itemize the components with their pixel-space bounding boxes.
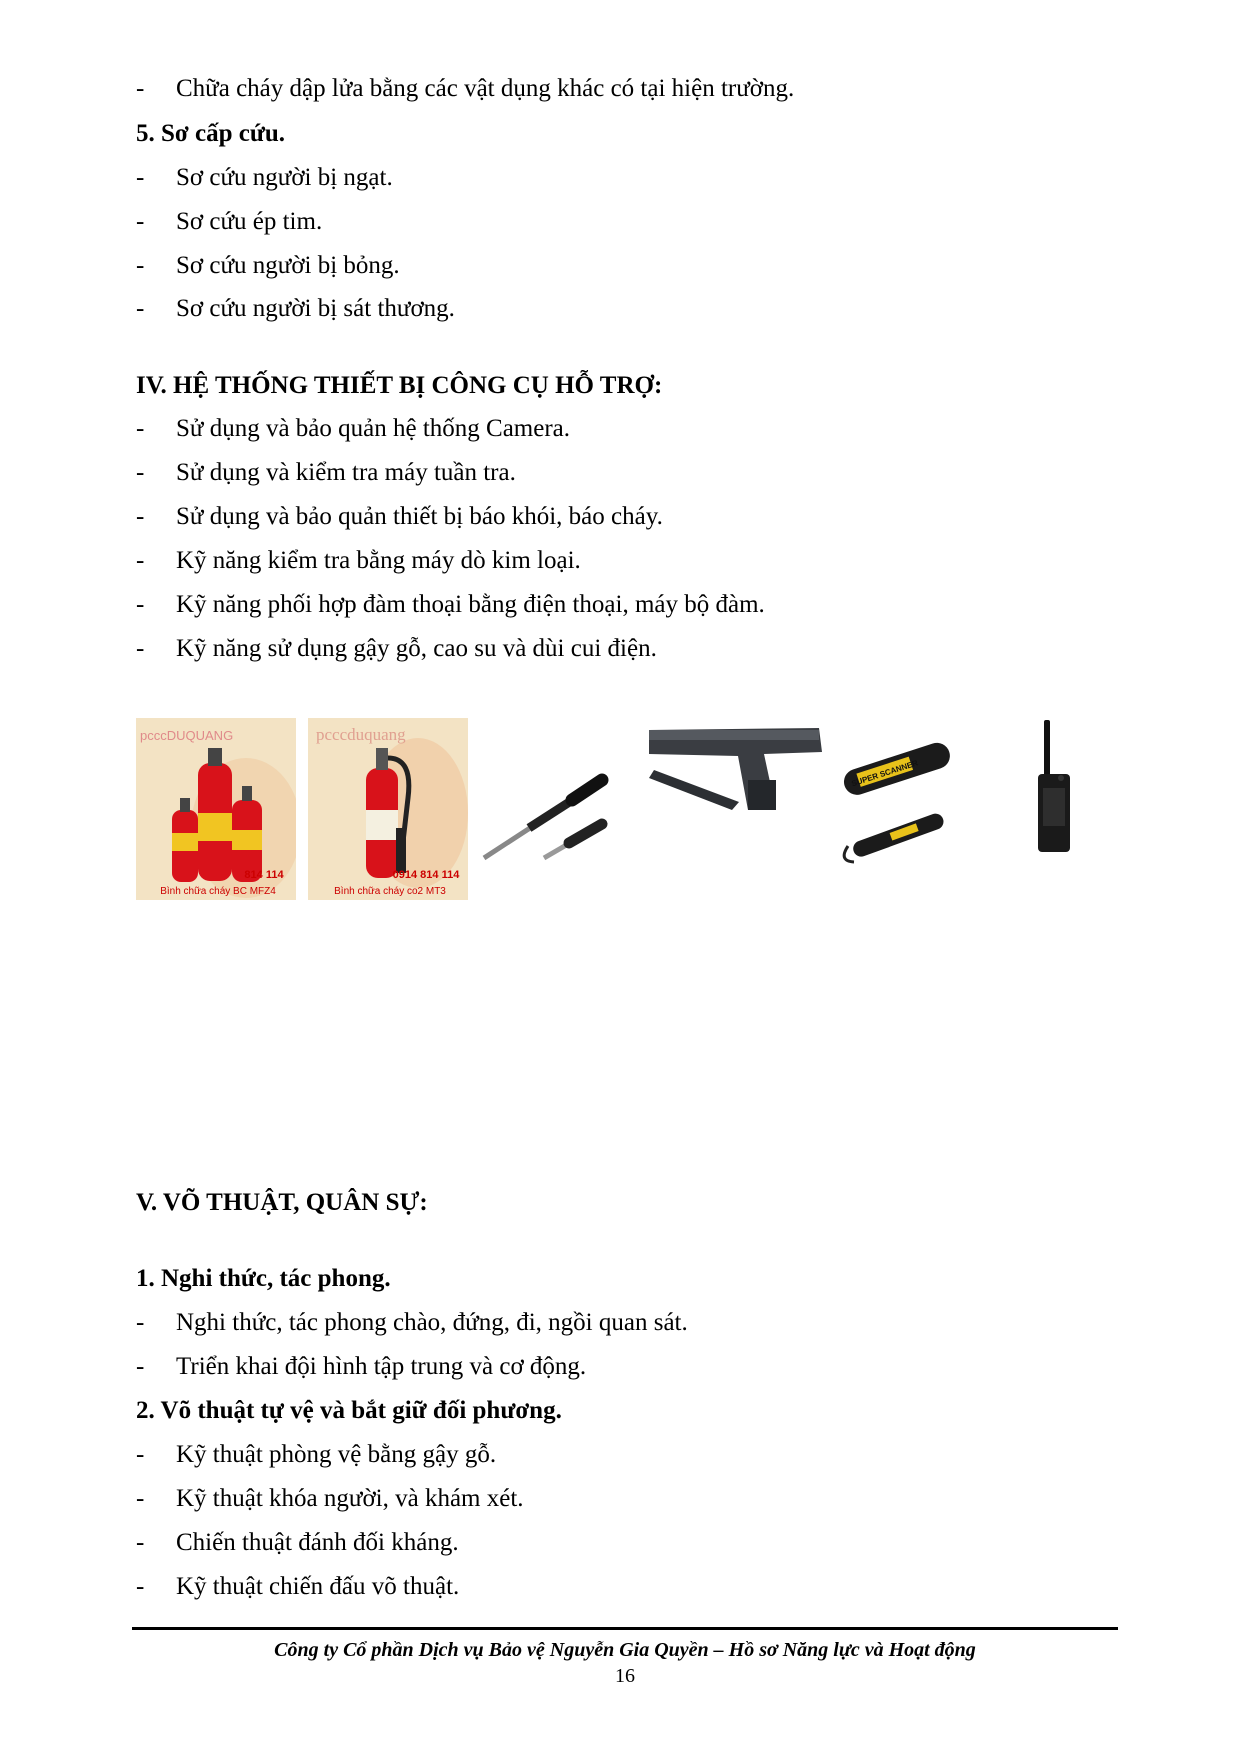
phone-text: 0914 814 114 — [392, 869, 460, 881]
baton-image — [474, 748, 614, 868]
list-item: - Nghi thức, tác phong chào, đứng, đi, ngồi quan sát. — [136, 1309, 688, 1336]
scanner-label: SUPER SCANNER — [850, 758, 920, 789]
fire-extinguisher-image-1 — [136, 718, 296, 900]
metal-detector-image — [836, 726, 956, 866]
section-heading-martial-arts: V. VÕ THUẬT, QUÂN SỰ: — [136, 1189, 428, 1216]
list-item: - Triển khai đội hình tập trung và cơ động. — [136, 1353, 587, 1380]
subsection-heading-self-defense: 2. Võ thuật tự vệ và bắt giữ đối phương. — [136, 1397, 562, 1424]
list-item: - Kỹ thuật chiến đấu võ thuật. — [136, 1573, 460, 1600]
watermark-text: pcccDUQUANG — [140, 728, 234, 743]
section-heading-equipment: IV. HỆ THỐNG THIẾT BỊ CÔNG CỤ HỖ TRỢ: — [136, 372, 663, 399]
list-item: - Sơ cứu người bị ngạt. — [136, 164, 393, 191]
caption-text: Bình chữa cháy BC MFZ4 — [160, 886, 276, 897]
phone-text: 814 114 — [244, 869, 284, 881]
list-item: - Kỹ năng phối hợp đàm thoại bằng điện thoại, máy bộ đàm. — [136, 591, 765, 618]
list-item: - Chiến thuật đánh đối kháng. — [136, 1529, 459, 1556]
watermark-text: pcccduquang — [316, 725, 406, 744]
walkie-talkie-image — [1034, 718, 1074, 858]
page-number: 16 — [615, 1665, 635, 1687]
list-item: - Sơ cứu người bị bỏng. — [136, 252, 400, 279]
equipment-images — [136, 718, 1116, 903]
list-item: - Chữa cháy dập lửa bằng các vật dụng khác có tại hiện trường. — [136, 75, 795, 102]
list-item: - Kỹ năng kiểm tra bằng máy dò kim loại. — [136, 547, 581, 574]
fire-extinguisher-image-2 — [308, 718, 468, 900]
footer-divider — [132, 1627, 1118, 1630]
list-item: - Kỹ thuật phòng vệ bằng gậy gỗ. — [136, 1441, 497, 1468]
footer-text: Công ty Cổ phần Dịch vụ Bảo vệ Nguyễn Gia Quyền – Hồ sơ Năng lực và Hoạt động — [274, 1639, 976, 1661]
list-item: - Kỹ thuật khóa người, và khám xét. — [136, 1485, 524, 1512]
caption-text: Bình chữa cháy co2 MT3 — [334, 886, 446, 897]
list-item: - Sử dụng và bảo quản thiết bị báo khói, báo cháy. — [136, 503, 663, 530]
section-heading-first-aid: 5. Sơ cấp cứu. — [136, 120, 285, 147]
pistol-image — [644, 720, 824, 812]
list-item: - Sử dụng và kiểm tra máy tuần tra. — [136, 459, 516, 486]
list-item: - Sơ cứu ép tim. — [136, 208, 323, 235]
list-item: - Sơ cứu người bị sát thương. — [136, 295, 455, 322]
subsection-heading-protocol: 1. Nghi thức, tác phong. — [136, 1265, 391, 1292]
list-item: - Sử dụng và bảo quản hệ thống Camera. — [136, 415, 571, 442]
list-item: - Kỹ năng sử dụng gậy gỗ, cao su và dùi cui điện. — [136, 635, 657, 662]
